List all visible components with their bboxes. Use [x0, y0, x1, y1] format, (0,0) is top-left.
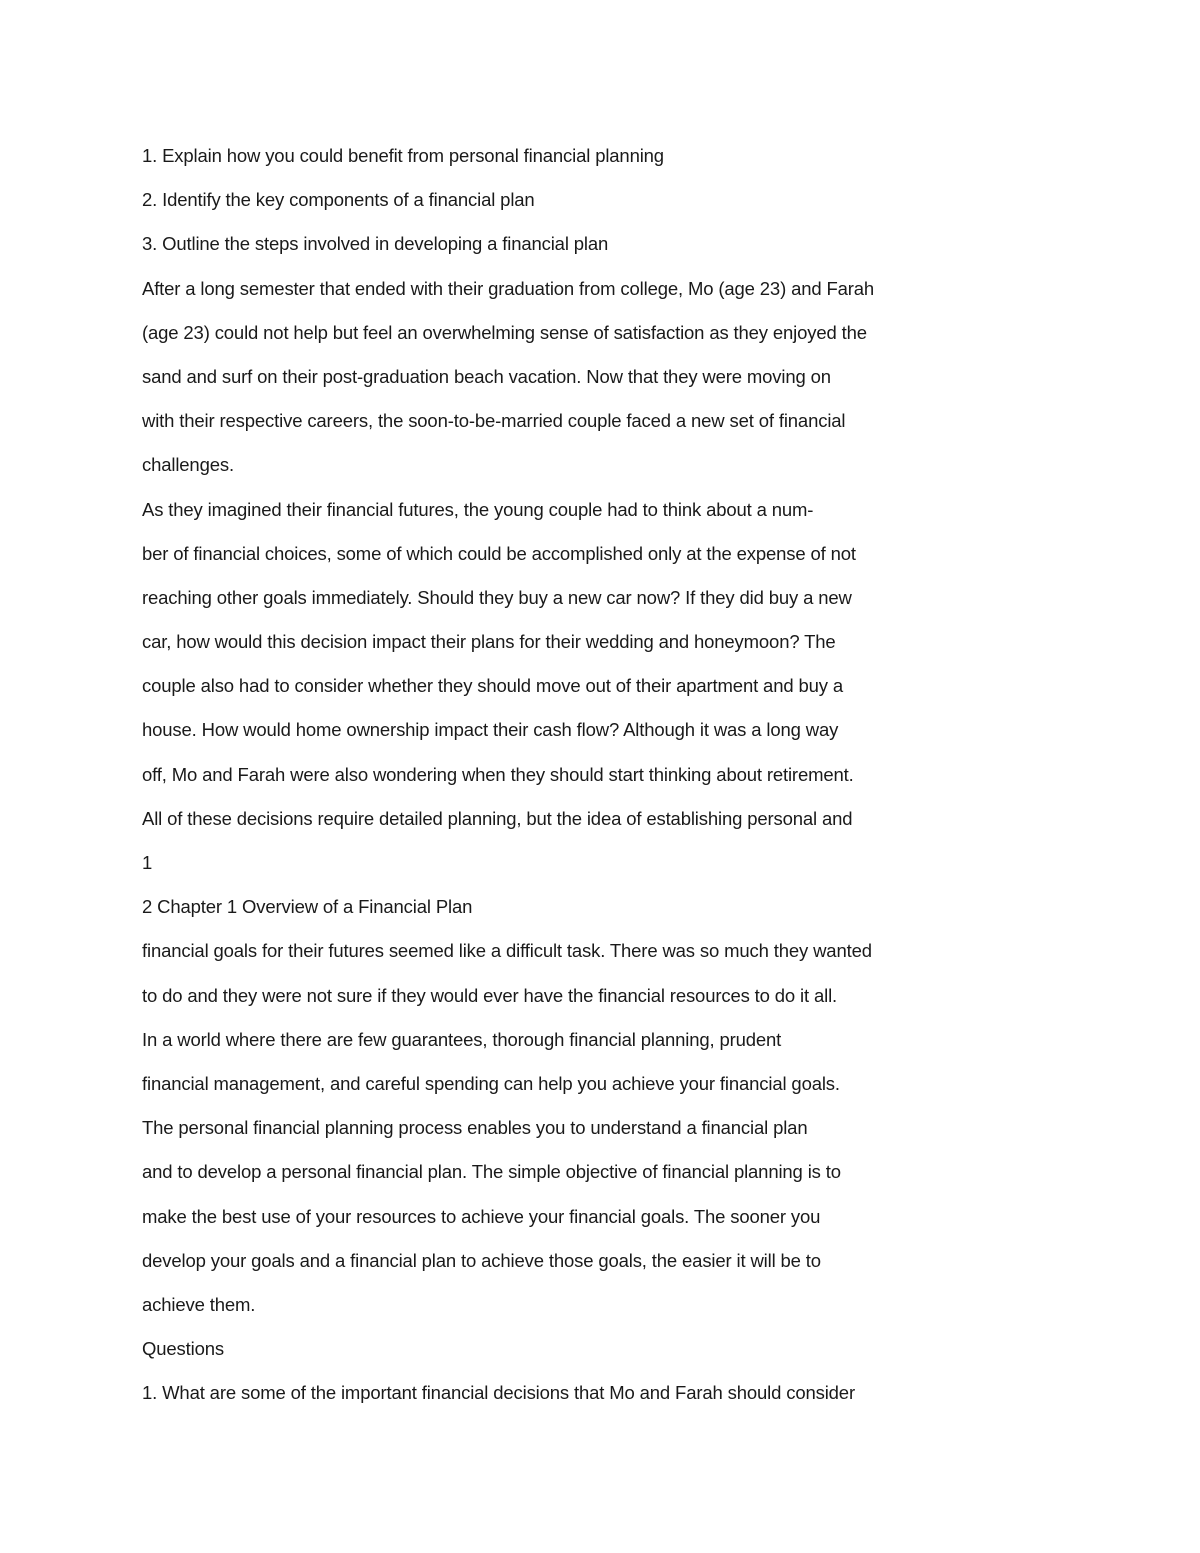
running-header: 2 Chapter 1 Overview of a Financial Plan: [142, 896, 473, 918]
paragraph-line: As they imagined their financial futures, the young couple had to think about a num-: [142, 498, 814, 520]
paragraph-line: financial goals for their futures seemed like a difficult task. There was so much they wanted: [142, 940, 872, 962]
document-body: [142, 140, 962, 1421]
paragraph-line: house. How would home ownership impact their cash flow? Although it was a long way: [142, 719, 839, 741]
paragraph-line: with their respective careers, the soon-to-be-married couple faced a new set of financial: [142, 410, 846, 432]
paragraph-line: and to develop a personal financial plan. The simple objective of financial planning is to: [142, 1161, 841, 1183]
paragraph-line: ber of financial choices, some of which could be accomplished only at the expense of not: [142, 542, 856, 564]
paragraph-line: car, how would this decision impact their plans for their wedding and honeymoon? The: [142, 631, 836, 653]
paragraph-line: achieve them.: [142, 1293, 256, 1315]
questions-heading: Questions: [142, 1338, 224, 1360]
objective-1: 1. Explain how you could benefit from personal financial planning: [142, 145, 664, 166]
paragraph-line: to do and they were not sure if they would ever have the financial resources to do it all.: [142, 984, 838, 1006]
paragraph-line: make the best use of your resources to achieve your financial goals. The sooner you: [142, 1205, 821, 1227]
question-1: 1. What are some of the important financial decisions that Mo and Farah should consider: [142, 1382, 855, 1404]
paragraph-line: reaching other goals immediately. Should they buy a new car now? If they did buy a new: [142, 586, 852, 608]
paragraph-line: financial management, and careful spending can help you achieve your financial goals.: [142, 1072, 840, 1094]
objective-3: 3. Outline the steps involved in developing a financial plan: [142, 233, 609, 255]
objective-2: 2. Identify the key components of a financial plan: [142, 189, 535, 211]
paragraph-line: (age 23) could not help but feel an overwhelming sense of satisfaction as they enjoyed the: [142, 321, 867, 343]
paragraph-line: After a long semester that ended with their graduation from college, Mo (age 23) and Farah: [142, 277, 875, 299]
paragraph-line: The personal financial planning process enables you to understand a financial plan: [142, 1117, 808, 1139]
paragraph-line: In a world where there are few guarantees, thorough financial planning, prudent: [142, 1028, 782, 1050]
paragraph-line: sand and surf on their post-graduation beach vacation. Now that they were moving on: [142, 365, 831, 387]
paragraph-line: couple also had to consider whether they should move out of their apartment and buy a: [142, 675, 843, 697]
paragraph-line: All of these decisions require detailed planning, but the idea of establishing personal and: [142, 807, 853, 829]
paragraph-line: develop your goals and a financial plan to achieve those goals, the easier it will be to: [142, 1249, 821, 1271]
paragraph-line: off, Mo and Farah were also wondering when they should start thinking about retirement.: [142, 763, 854, 785]
page-number: 1: [142, 852, 153, 873]
paragraph-line: challenges.: [142, 454, 234, 476]
